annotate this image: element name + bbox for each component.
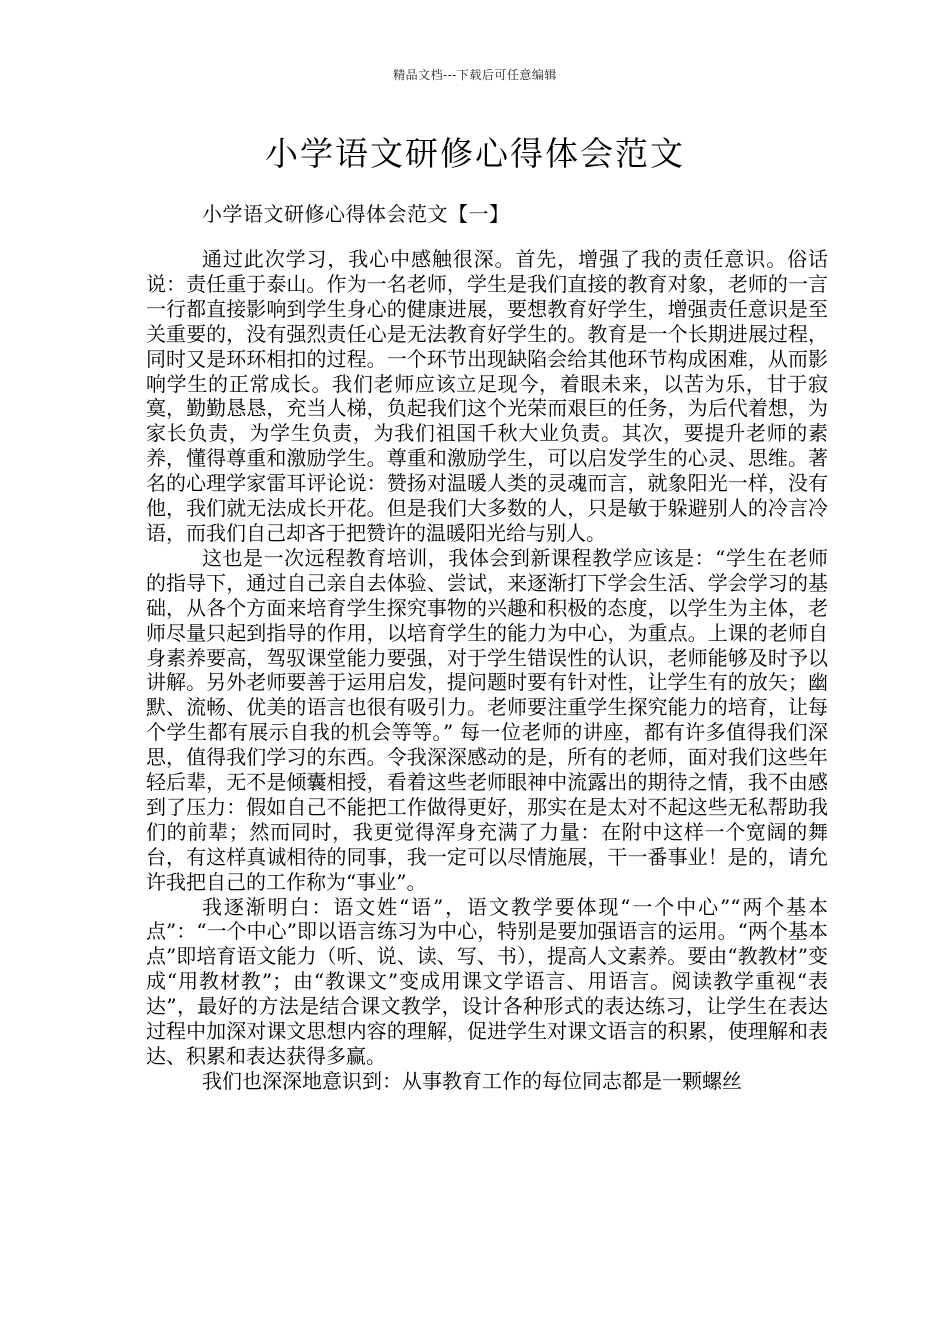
body-text [146, 247, 828, 1094]
paragraph: 我们也深深地意识到：从事教育工作的每位同志都是一颗螺丝 [202, 1068, 742, 1093]
paragraph: 这也是一次远程教育培训，我体会到新课程教学应该是：“学生在老师的指导下，通过自己亲自去体验、尝试，来逐渐打下学会生活、学会学习的基础，从各个方面来培育学生探究事物的兴趣和积极的态度，以学生为主体，老师尽量只起到指导的作用，以培育学生的能力为中心，为重点。上课的老师自身素养要高，驾驭课堂能力要强，对于学生错误性的认识，老师能够及时予以讲解。另外老师要善于运用启发，提问题时要有针对性，让学生有的放矢；幽默、流畅、优美的语言也很有吸引力。老师要注重学生探究能力的培育，让每个学生都有展示自我的机会等等。” 每一位老师的讲座，都有许多值得我们深思，值得我们学习的东西。令我深深感动的是，所有的老师，面对我们这些年轻后辈，无不是倾囊相授，看着这些老师眼神中流露出的期待之情，我不由感到了压力：假如自己不能把工作做得更好，那实在是太对不起这些无私帮助我们的前辈；然而同时，我更觉得浑身充满了力量：在附中这样一个宽阔的舞台，有这样真诚相待的同事，我一定可以尽情施展，干一番事业！是的，请允许我把自己的工作称为“事业”。 [146, 545, 828, 894]
paragraph: 通过此次学习，我心中感触很深。首先，增强了我的责任意识。俗话说：责任重于泰山。作为一名老师，学生是我们直接的教育对象，老师的一言一行都直接影响到学生身心的健康进展，要想教育好学生，增强责任意识是至关重要的，没有强烈责任心是无法教育好学生的。教育是一个长期进展过程，同时又是环环相扣的过程。一个环节出现缺陷会给其他环节构成困难，从而影响学生的正常成长。我们老师应该立足现今，着眼未来，以苦为乐，甘于寂寞，勤勤恳恳，充当人梯，负起我们这个光荣而艰巨的任务，为后代着想，为家长负责，为学生负责，为我们祖国千秋大业负责。其次，要提升老师的素养，懂得尊重和激励学生。尊重和激励学生，可以启发学生的心灵、思维。著名的心理学家雷耳评论说：赞扬对温暖人类的灵魂而言，就象阳光一样，没有他，我们就无法成长开花。但是我们大多数的人，只是敏于躲避别人的冷言冷语，而我们自己却吝于把赞许的温暖阳光给与别人。 [146, 247, 828, 545]
section-heading: 小学语文研修心得体会范文【一】 [202, 202, 510, 226]
header-note: 精品文档---下载后可任意编辑 [393, 68, 557, 82]
document-title: 小学语文研修心得体会范文 [265, 134, 685, 173]
paragraph: 我逐渐明白：语文姓“语”，语文教学要体现“一个中心”“两个基本点”：“一个中心”即以语言练习为中心，特别是要加强语言的运用。“两个基本点”即培育语文能力（听、说、读、写、书），提高人文素养。要由“教教材”变成“用教材教”；由“教课文”变成用课文学语言、用语言。阅读教学重视“表达”，最好的方法是结合课文教学，设计各种形式的表达练习，让学生在表达过程中加深对课文思想内容的理解，促进学生对课文语言的积累，使理解和表达、积累和表达获得多赢。 [146, 894, 828, 1068]
